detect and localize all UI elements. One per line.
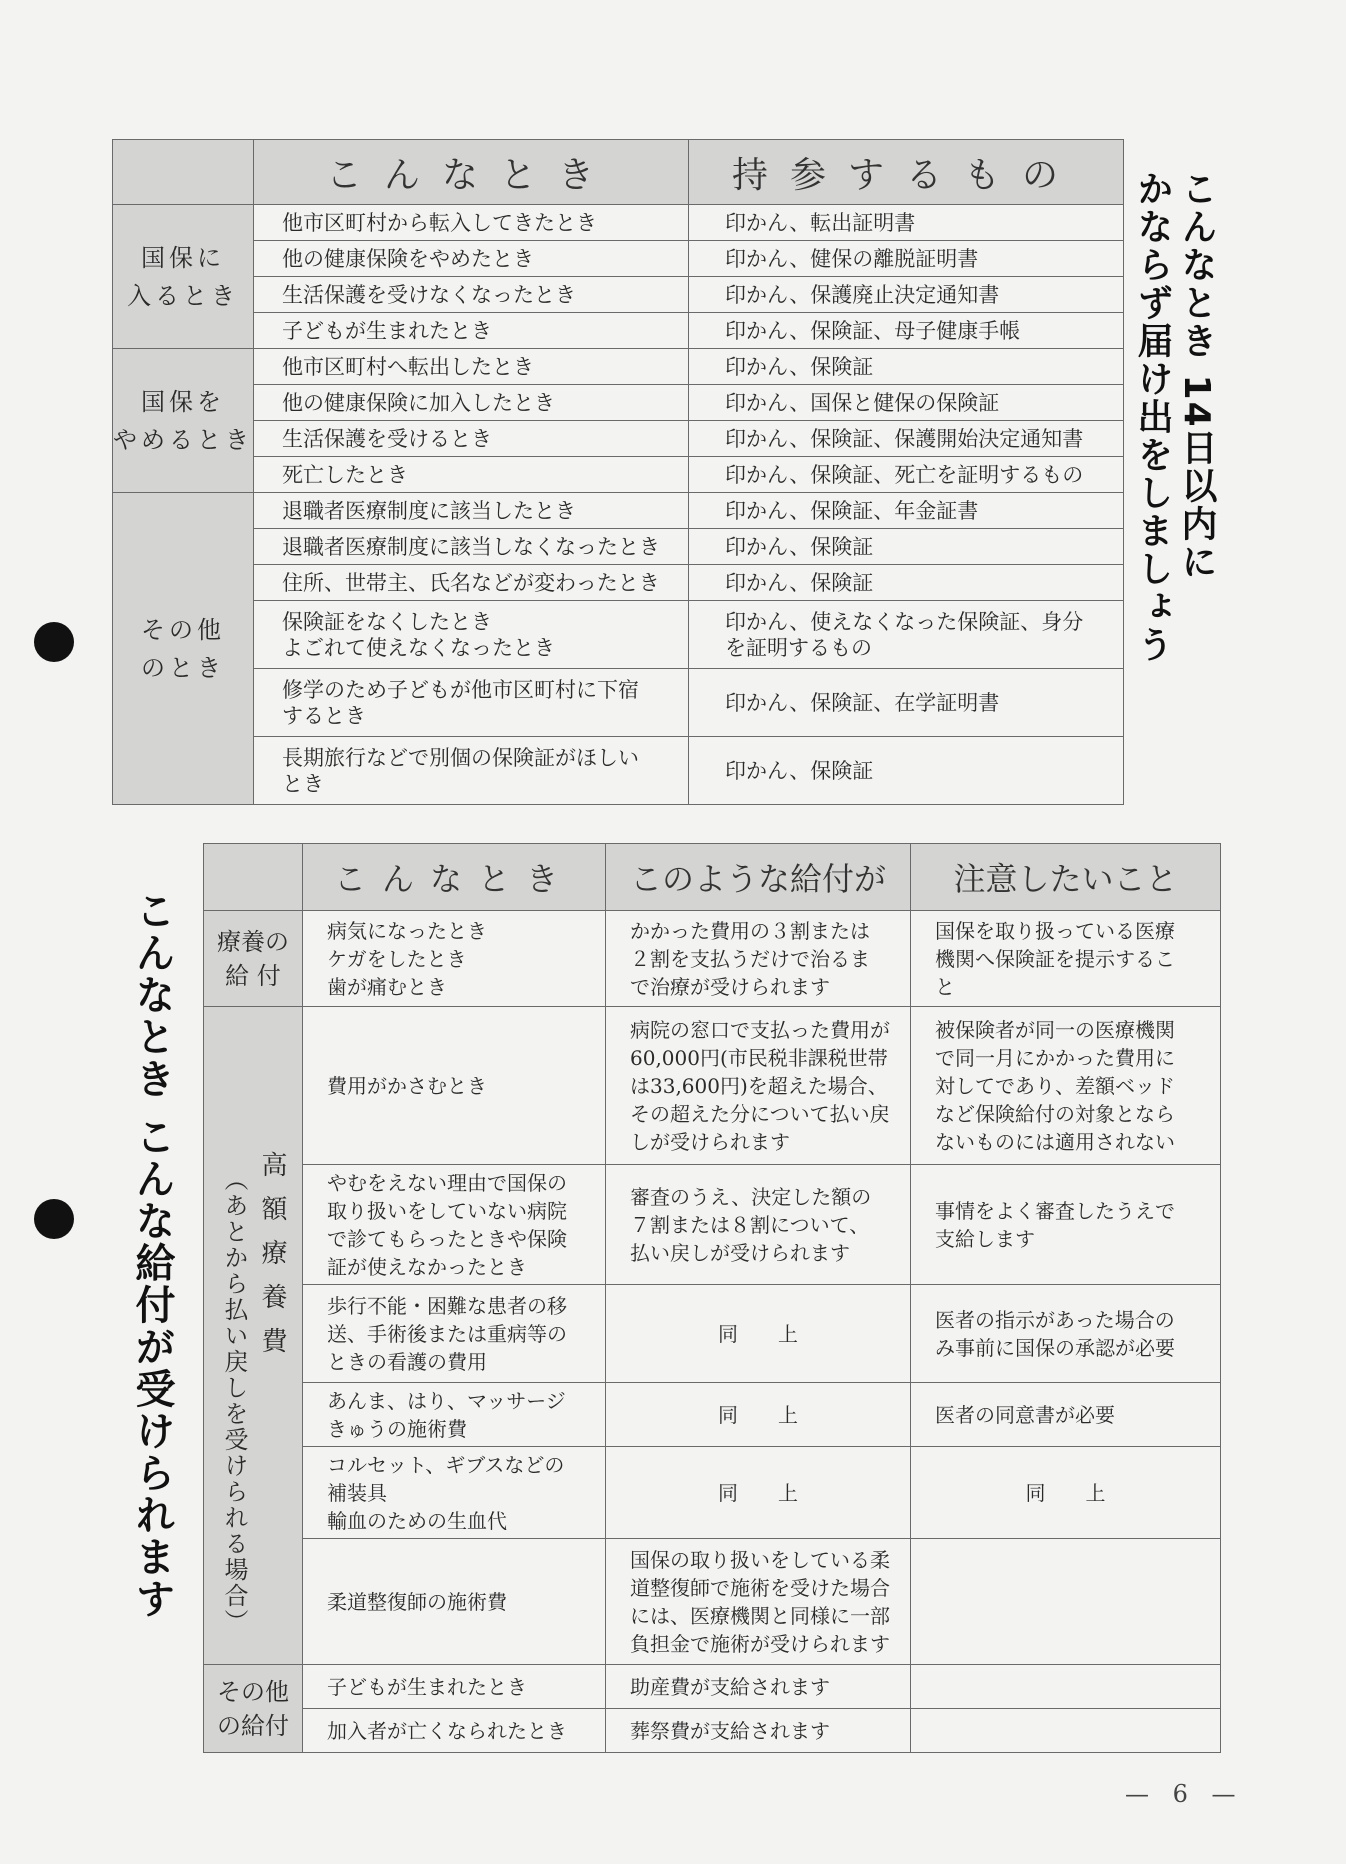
bring-cell: 印かん、保険証、保護開始決定通知書: [689, 421, 1124, 457]
bring-cell: 印かん、保険証: [689, 529, 1124, 565]
when-cell: 退職者医療制度に該当しなくなったとき: [254, 529, 689, 565]
benefit-cell: 審査のうえ、決定した額の ７割または８割について、 払い戻しが受けられます: [606, 1165, 911, 1285]
page-number: — 6 —: [1125, 1780, 1244, 1808]
when-cell: 住所、世帯主、氏名などが変わったとき: [254, 565, 689, 601]
benefit-cell: かかった費用の３割または ２割を支払うだけで治るま で治療が受けられます: [606, 911, 911, 1007]
when-cell: 子どもが生まれたとき: [303, 1665, 606, 1709]
when-cell: 他市区町村から転入してきたとき: [254, 205, 689, 241]
bring-cell: 印かん、健保の離脱証明書: [689, 241, 1124, 277]
when-cell: 費用がかさむとき: [303, 1007, 606, 1165]
when-cell: コルセット、ギブスなどの 補装具 輸血のための生血代: [303, 1447, 606, 1539]
when-cell: あんま、はり、マッサージ きゅうの施術費: [303, 1383, 606, 1447]
when-cell: 病気になったとき ケガをしたとき 歯が痛むとき: [303, 911, 606, 1007]
header-bring: 持参するもの: [689, 140, 1124, 205]
when-cell: 他の健康保険をやめたとき: [254, 241, 689, 277]
header-when: こんなとき: [303, 844, 606, 911]
when-cell: 加入者が亡くなられたとき: [303, 1709, 606, 1753]
note-cell: 国保を取り扱っている医療 機関へ保険証を提示するこ と: [911, 911, 1221, 1007]
when-cell: 保険証をなくしたとき よごれて使えなくなったとき: [254, 601, 689, 669]
note-cell: [911, 1709, 1221, 1753]
side-title-line2: かならず届け出をしましょう: [1132, 170, 1173, 664]
when-cell: やむをえない理由で国保の 取り扱いをしていない病院 で診てもらったときや保険 証が使えなかったとき: [303, 1165, 606, 1285]
punch-hole-top: [34, 622, 74, 662]
bring-cell: 印かん、保険証、母子健康手帳: [689, 313, 1124, 349]
note-cell: [911, 1665, 1221, 1709]
header-note: 注意したいこと: [911, 844, 1221, 911]
group-label-other-benefit: その他 の給付: [204, 1665, 303, 1753]
benefits-table: [203, 843, 1221, 1753]
benefit-cell: 同 上: [606, 1383, 911, 1447]
bring-cell: 印かん、保険証: [689, 349, 1124, 385]
header-benefit: このような給付が: [606, 844, 911, 911]
group-label-kogaku: [204, 1007, 303, 1665]
when-cell: 生活保護を受けるとき: [254, 421, 689, 457]
benefit-cell: 同 上: [606, 1447, 911, 1539]
bring-cell: 印かん、使えなくなった保険証、身分 を証明するもの: [689, 601, 1124, 669]
side-title-deadline: [1130, 170, 1218, 810]
when-cell: 子どもが生まれたとき: [254, 313, 689, 349]
bring-cell: 印かん、保険証、在学証明書: [689, 669, 1124, 737]
note-cell: 事情をよく審査したうえで 支給します: [911, 1165, 1221, 1285]
bring-cell: 印かん、国保と健保の保険証: [689, 385, 1124, 421]
benefit-cell: 同 上: [606, 1285, 911, 1383]
side-title-line1: こんなとき 14日以内に: [1176, 170, 1217, 581]
note-cell: [911, 1539, 1221, 1665]
when-cell: 修学のため子どもが他市区町村に下宿 するとき: [254, 669, 689, 737]
bring-cell: 印かん、保険証: [689, 737, 1124, 805]
when-cell: 柔道整復師の施術費: [303, 1539, 606, 1665]
when-cell: 退職者医療制度に該当したとき: [254, 493, 689, 529]
note-cell: 医者の指示があった場合の み事前に国保の承認が必要: [911, 1285, 1221, 1383]
kogaku-subtitle: （あとから払い戻しを受けられる場合）: [220, 1166, 248, 1635]
note-cell: 医者の同意書が必要: [911, 1383, 1221, 1447]
registration-table: [112, 139, 1124, 805]
benefit-cell: 病院の窓口で支払った費用が 60,000円(市民税非課税世帯 は33,600円)を超えた場合、 その超えた分について払い戻 しが受けられます: [606, 1007, 911, 1165]
bring-cell: 印かん、保護廃止決定通知書: [689, 277, 1124, 313]
punch-hole-bottom: [34, 1199, 74, 1239]
benefit-cell: 葬祭費が支給されます: [606, 1709, 911, 1753]
header-blank: [113, 140, 254, 205]
bring-cell: 印かん、保険証、年金証書: [689, 493, 1124, 529]
group-label-join: 国保に 入るとき: [113, 205, 254, 349]
note-cell: 被保険者が同一の医療機関 で同一月にかかった費用に 対してであり、差額ベッド など保険給付の対象となら ないものには適用されない: [911, 1007, 1221, 1165]
when-cell: 歩行不能・困難な患者の移 送、手術後または重病等の ときの看護の費用: [303, 1285, 606, 1383]
note-cell: 同 上: [911, 1447, 1221, 1539]
when-cell: 生活保護を受けなくなったとき: [254, 277, 689, 313]
when-cell: 他市区町村へ転出したとき: [254, 349, 689, 385]
group-label-ryoyo: 療養の 給 付: [204, 911, 303, 1007]
when-cell: 長期旅行などで別個の保険証がほしい とき: [254, 737, 689, 805]
header-when: こんなとき: [254, 140, 689, 205]
bring-cell: 印かん、保険証: [689, 565, 1124, 601]
side-title-benefits: こんなとき こんな給付が受けられます: [129, 890, 175, 1620]
kogaku-title: 高額療養費: [257, 1150, 287, 1371]
benefit-cell: 国保の取り扱いをしている柔 道整復師で施術を受けた場合 には、医療機関と同様に一部 負担金で施術が受けられます: [606, 1539, 911, 1665]
when-cell: 他の健康保険に加入したとき: [254, 385, 689, 421]
group-label-leave: 国保を やめるとき: [113, 349, 254, 493]
benefit-cell: 助産費が支給されます: [606, 1665, 911, 1709]
group-label-other: その他 のとき: [113, 493, 254, 805]
bring-cell: 印かん、転出証明書: [689, 205, 1124, 241]
bring-cell: 印かん、保険証、死亡を証明するもの: [689, 457, 1124, 493]
when-cell: 死亡したとき: [254, 457, 689, 493]
